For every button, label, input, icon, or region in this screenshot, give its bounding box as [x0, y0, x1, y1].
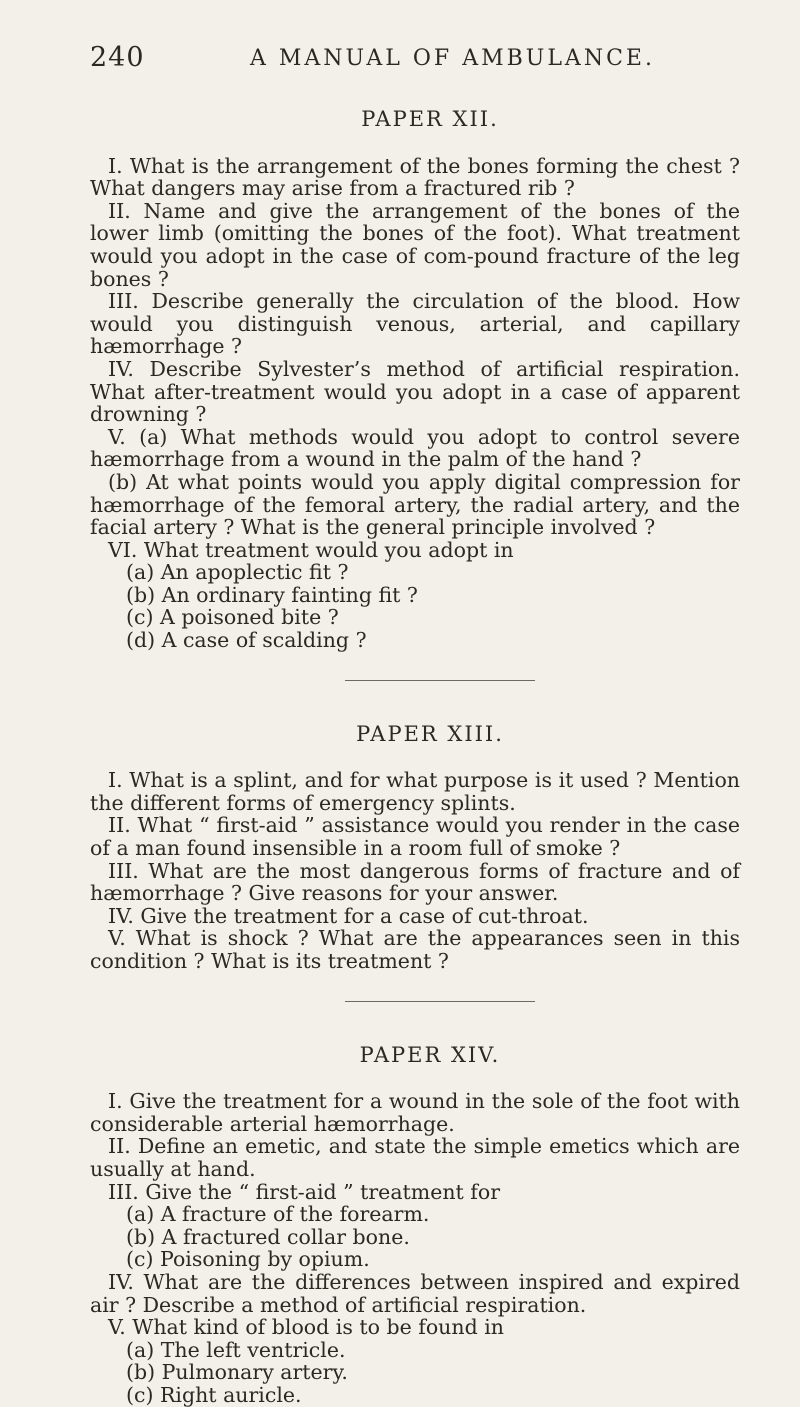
question-subpart: (a) An apoplectic fit ? — [126, 560, 349, 585]
question-subpart: (c) Right auricle. — [126, 1382, 302, 1407]
paper-section — [90, 723, 740, 973]
exam-papers — [90, 108, 740, 1407]
question: II. Define an emetic, and state the simple emetics which are usually at hand. — [90, 1134, 740, 1181]
question: V. What kind of blood is to be found in — [108, 1315, 504, 1340]
question-subpart: (c) A poisoned bite ? — [126, 605, 339, 630]
question-subpart: (b) Pulmonary artery. — [126, 1360, 348, 1385]
question-subpart: (d) A case of scalding ? — [126, 628, 367, 653]
question: I. What is the arrangement of the bones forming the chest ? What dangers may arise from a fractured rib ? — [90, 153, 740, 201]
question: II. What “ first-aid ” assistance would you render in the case of a man found insensible in a room full of smoke ? — [90, 813, 740, 861]
page-number: 240 — [90, 42, 145, 73]
question: VI. What treatment would you adopt in — [108, 537, 514, 562]
question-subpart: (c) Poisoning by opium. — [126, 1247, 370, 1272]
section-divider — [345, 1001, 535, 1002]
question-subpart: (b) A fractured collar bone. — [126, 1224, 410, 1249]
question: (b) At what points would you apply digital compression for hæmorrhage of the femoral artery, the radial artery, and the facial artery ? What is the general principle involved ? — [90, 469, 740, 540]
paper-section — [90, 1044, 740, 1407]
question: IV. Give the treatment for a case of cut-throat. — [108, 903, 589, 928]
question: III. What are the most dangerous forms of fracture and of hæmorrhage ? Give reasons for your answer. — [90, 858, 740, 906]
section-divider — [345, 680, 535, 681]
question-subpart: (a) The left ventricle. — [126, 1337, 346, 1362]
question: III. Describe generally the circulation of the blood. How would you distinguish venous, arterial, and capillary hæmorrhage ? — [90, 289, 740, 359]
paper-title: PAPER XIII. — [356, 721, 504, 746]
book-title: A MANUAL OF AMBULANCE. — [250, 46, 655, 71]
question: I. What is a splint, and for what purpose is it used ? Mention the different forms of emergency splints. — [90, 768, 740, 815]
question: I. Give the treatment for a wound in the sole of the foot with considerable arterial hæmorrhage. — [90, 1089, 740, 1136]
question: III. Give the “ first-aid ” treatment for — [108, 1179, 501, 1204]
paper-title: PAPER XII. — [361, 107, 499, 131]
running-head — [90, 42, 740, 82]
question-subpart: (b) An ordinary fainting fit ? — [126, 582, 418, 607]
question-subpart: (a) A fracture of the forearm. — [126, 1202, 430, 1227]
question: IV. What are the differences between inspired and expired air ? Describe a method of artificial respiration. — [90, 1269, 740, 1317]
paper-section — [90, 108, 740, 652]
paper-title: PAPER XIV. — [359, 1042, 501, 1067]
question: V. What is shock ? What are the appearances seen in this condition ? What is its treatment ? — [90, 926, 740, 973]
question: II. Name and give the arrangement of the bones of the lower limb (omitting the bones of the foot). What treatment would you adopt in the case of com-pound fracture of the leg bones ? — [90, 198, 740, 291]
question: IV. Describe Sylvester’s method of artificial respiration. What after-treatment would you adopt in a case of apparent drowning ? — [90, 356, 740, 427]
question: V. (a) What methods would you adopt to control severe hæmorrhage from a wound in the palm of the hand ? — [90, 424, 740, 472]
